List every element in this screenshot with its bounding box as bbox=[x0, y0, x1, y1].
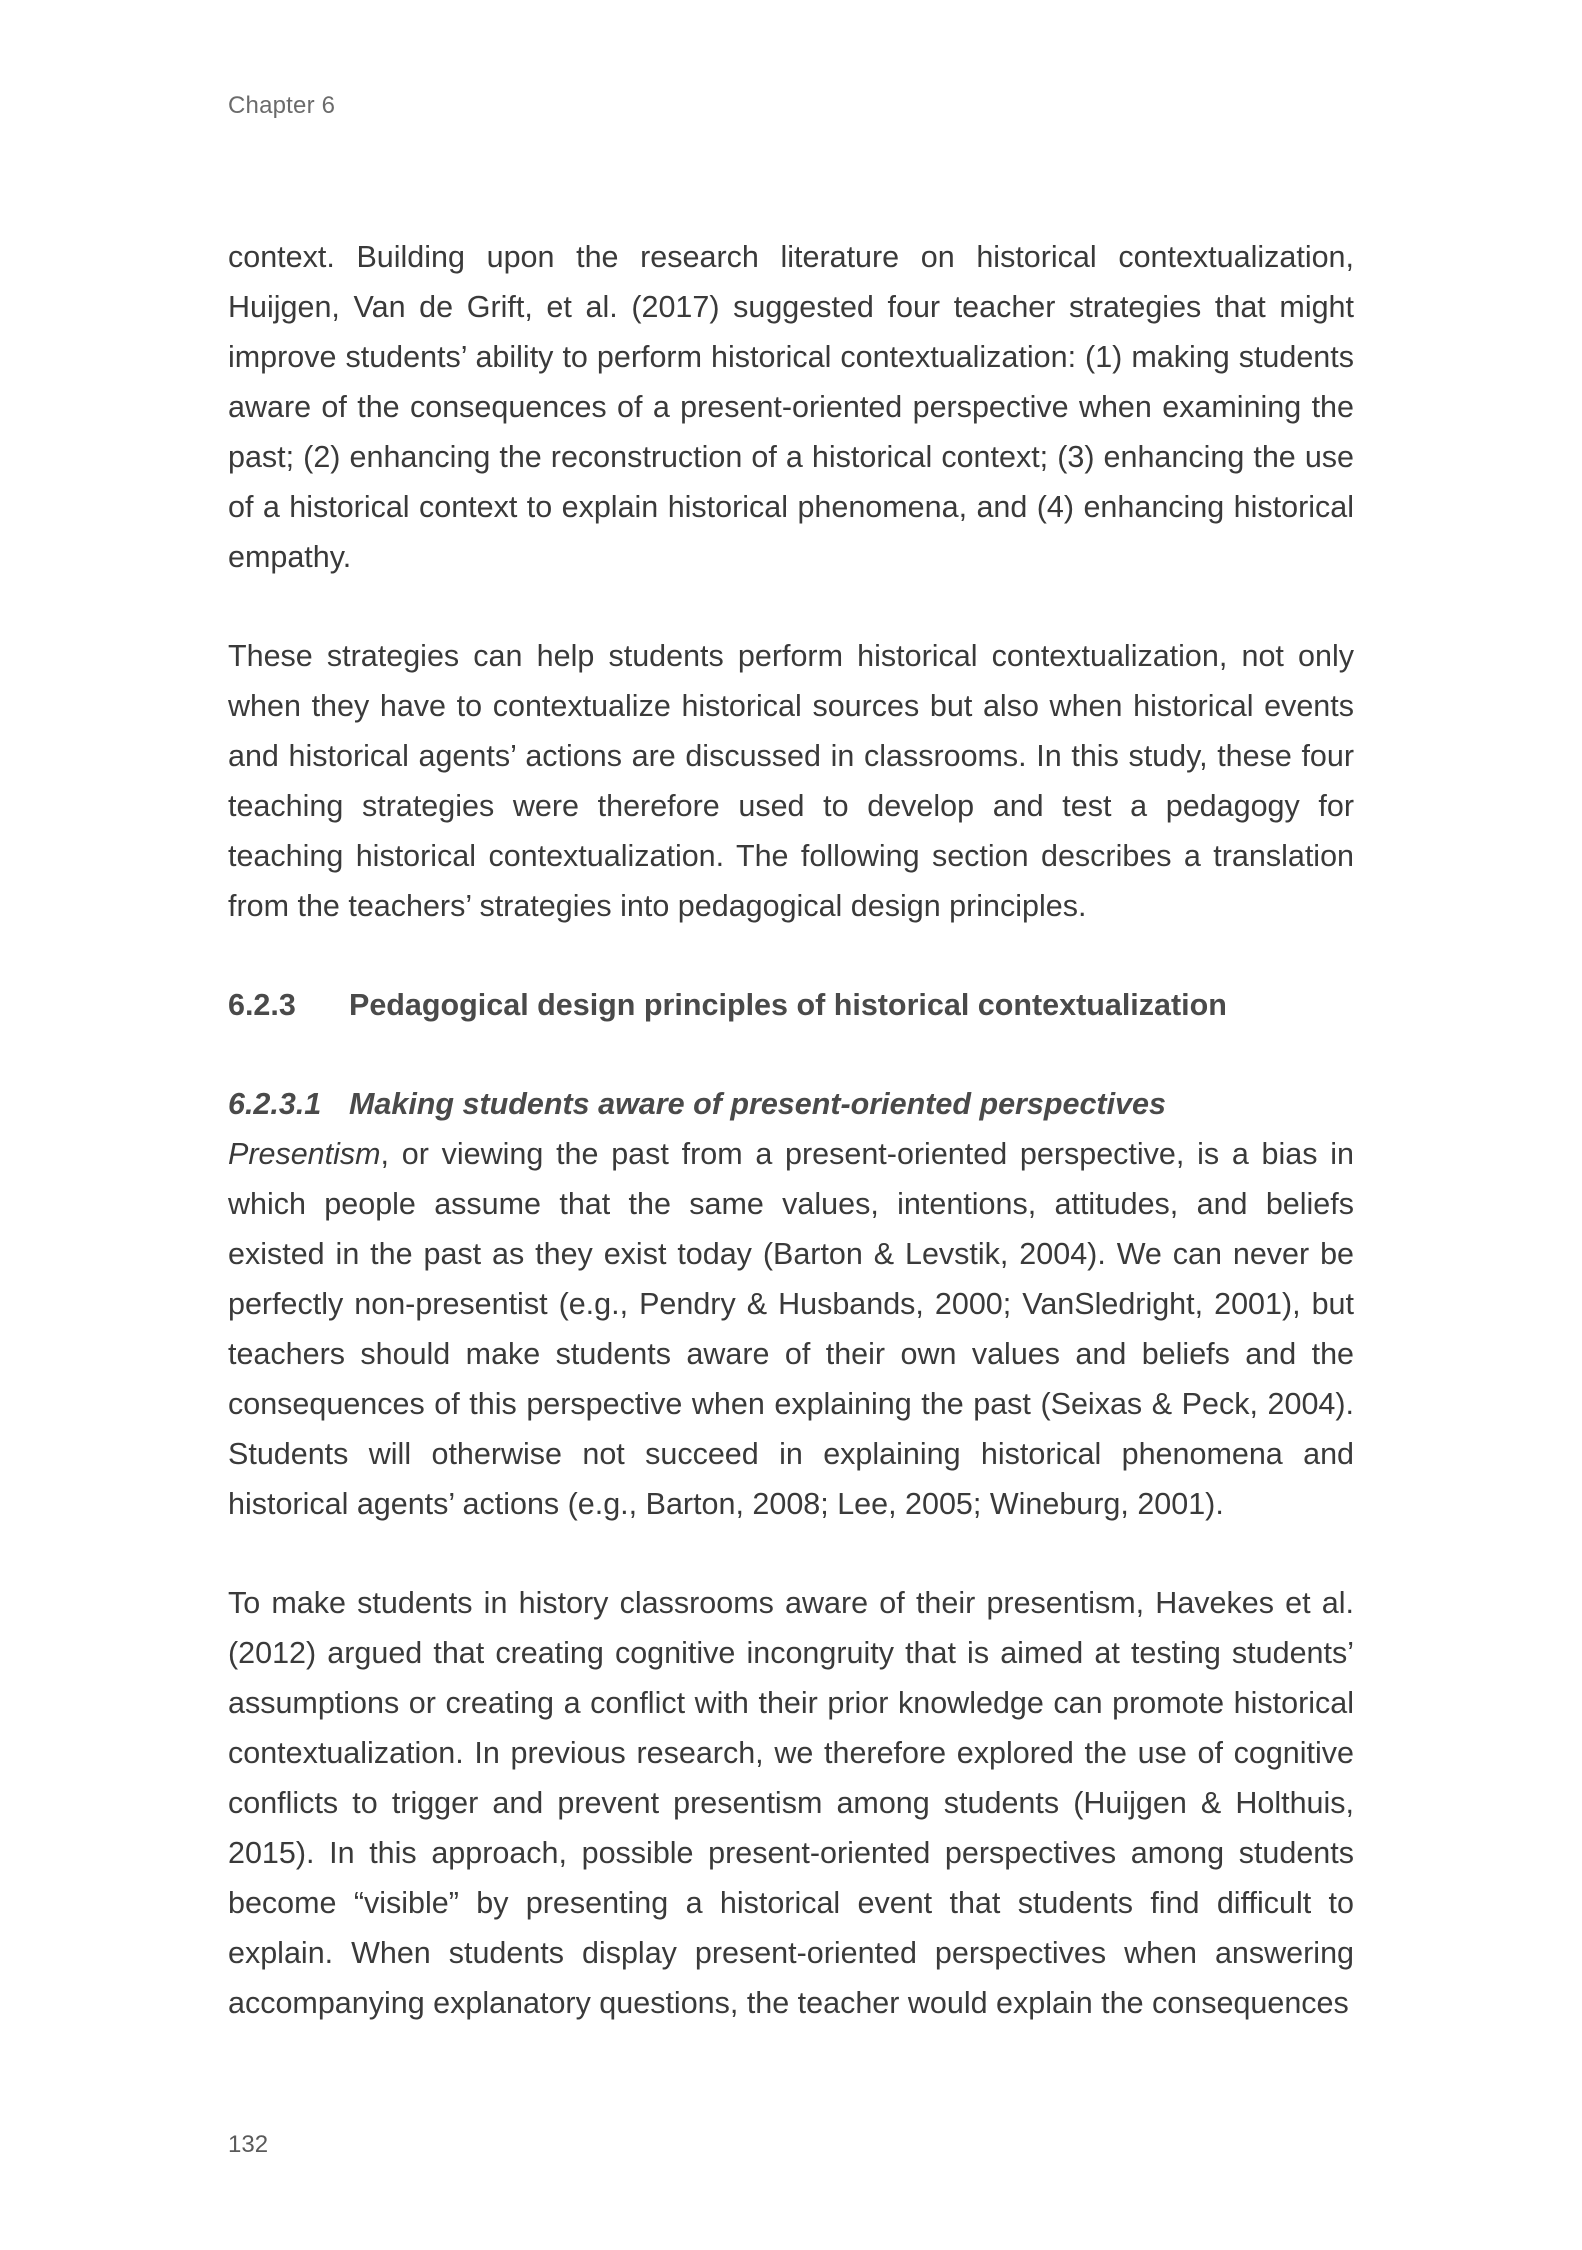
paragraph-gap bbox=[228, 1030, 1354, 1079]
subsection-number: 6.2.3.1 bbox=[228, 1087, 322, 1121]
section-number: 6.2.3 bbox=[228, 988, 296, 1022]
subsection-heading bbox=[228, 1079, 1354, 1129]
subsection-title: Making students aware of present-oriented perspectives bbox=[349, 1087, 1166, 1121]
paragraph-2: These strategies can help students perform historical contextualization, not only when they have to contextualize historical sources but also when historical events and historical agents’ actions are discussed in classrooms. In this study, these four teaching strategies were therefore used to develop and test a pedagogy for teaching historical contextualization. The following section describes a translation from the teachers’ strategies into pedagogical design principles. bbox=[228, 639, 1354, 923]
running-header: Chapter 6 bbox=[228, 92, 336, 119]
paragraph-gap bbox=[228, 1529, 1354, 1578]
term-presentism: Presentism bbox=[228, 1137, 381, 1171]
paragraph-4: To make students in history classrooms aware of their presentism, Havekes et al. (2012) argued that creating cognitive incongruity that is aimed at testing students’ assumptions or creating a conflict with their prior knowledge can promote historical contextualization. In previous research, we therefore explored the use of cognitive conflicts to trigger and prevent presentism among students (Huijgen & Holthuis, 2015). In this approach, possible present-oriented perspectives among students become “visible” by presenting a historical event that students find difficult to explain. When students display present-oriented perspectives when answering accompanying explanatory questions, the teacher would explain the consequences bbox=[228, 1586, 1354, 2020]
section-heading bbox=[228, 980, 1354, 1030]
paragraph-1: context. Building upon the research literature on historical contextualization, Huijgen, Van de Grift, et al. (2017) suggested four teacher strategies that might improve students’ ability to perform historical contextualization: (1) making students aware of the consequences of a present-oriented perspective when examining the past; (2) enhancing the reconstruction of a historical context; (3) enhancing the use of a historical context to explain historical phenomena, and (4) enhancing historical empathy. bbox=[228, 240, 1354, 574]
section-title: Pedagogical design principles of historical contextualization bbox=[349, 988, 1227, 1022]
paragraph-gap bbox=[228, 582, 1354, 631]
page-number: 132 bbox=[228, 2131, 269, 2158]
paragraph-3 bbox=[228, 1129, 1354, 1529]
paragraph-gap bbox=[228, 931, 1354, 980]
paragraph-3-text: , or viewing the past from a present-oriented perspective, is a bias in which people assume that the same values, intentions, attitudes, and beliefs existed in the past as they exist today (Barton & Levstik, 2004). We can never be perfectly non-presentist (e.g., Pendry & Husbands, 2000; VanSledright, 2001), but teachers should make students aware of their own values and beliefs and the consequences of this perspective when explaining the past (Seixas & Peck, 2004). Students will otherwise not succeed in explaining historical phenomena and historical agents’ actions (e.g., Barton, 2008; Lee, 2005; Wineburg, 2001). bbox=[228, 1137, 1354, 1521]
page-body bbox=[228, 232, 1354, 2028]
